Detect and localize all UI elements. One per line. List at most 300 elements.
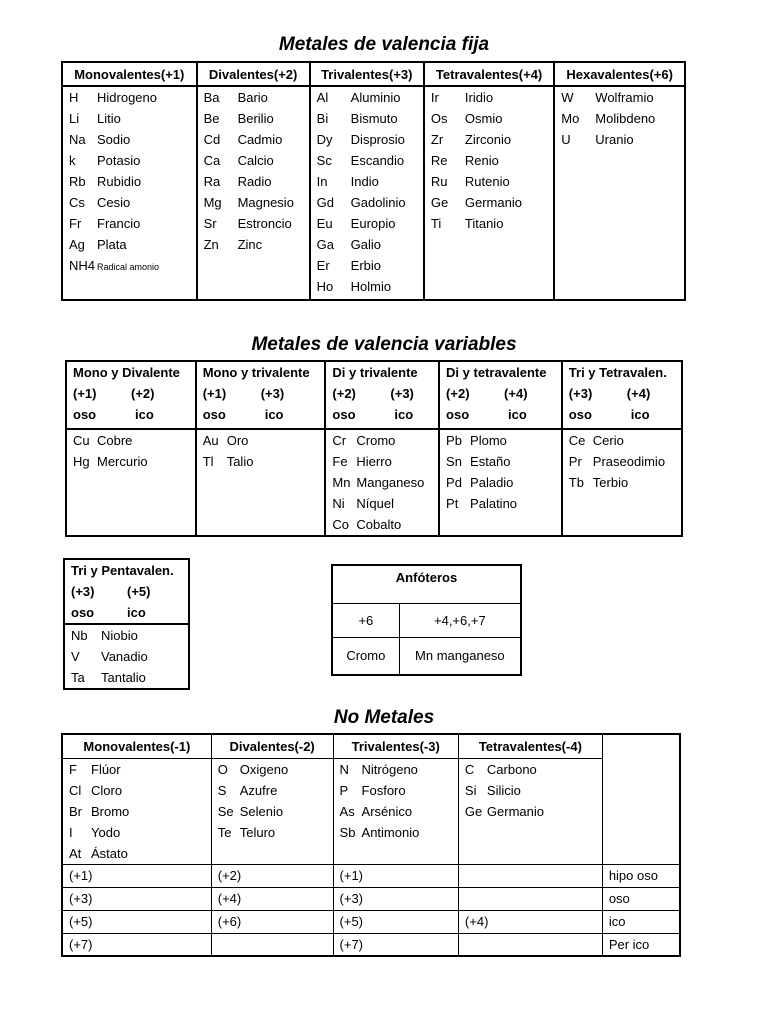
element-entry xyxy=(69,192,190,213)
element-name: Silicio xyxy=(486,782,521,798)
element-name: Plata xyxy=(97,237,127,252)
element-symbol: Ge xyxy=(464,803,483,819)
variable-col-suffixes xyxy=(332,404,432,425)
element-symbol: Rb xyxy=(69,174,86,189)
variable-col-header xyxy=(439,361,562,429)
nometales-cell: (+4) xyxy=(458,910,602,933)
element-name: Uranio xyxy=(595,132,634,147)
element-name: Carbono xyxy=(486,761,537,777)
variable-col-values xyxy=(73,383,189,404)
element-name: Rubidio xyxy=(97,174,142,189)
variable-col-items xyxy=(196,429,326,536)
nometales-cell: (+1) xyxy=(62,864,211,887)
element-symbol: Cl xyxy=(69,782,82,798)
variable-col-title: Mono y Divalente xyxy=(73,365,180,380)
element-entry xyxy=(317,234,417,255)
element-symbol: Re xyxy=(430,153,448,168)
element-symbol: Sn xyxy=(446,454,462,469)
element-entry xyxy=(431,213,547,234)
element-entry xyxy=(446,493,555,514)
nometales-cell: (+5) xyxy=(62,910,211,933)
variable-col-title: Tri y Tetravalen. xyxy=(568,365,667,380)
penta-s1: oso xyxy=(71,605,95,620)
variable-col-suffixes xyxy=(569,404,675,425)
element-symbol: Ti xyxy=(430,216,442,231)
element-entry xyxy=(332,493,432,514)
variable-col-header xyxy=(562,361,682,429)
anfoteros-c1: Cromo xyxy=(332,637,399,675)
element-name: Estroncio xyxy=(237,216,292,231)
element-symbol: Pt xyxy=(446,496,459,511)
element-name: Palatino xyxy=(470,496,518,511)
variable-s1: oso xyxy=(73,407,97,422)
element-symbol: Ce xyxy=(568,433,586,448)
element-name: Cerio xyxy=(592,433,624,448)
element-symbol: Br xyxy=(69,803,82,819)
element-symbol: Zn xyxy=(203,237,219,252)
element-entry xyxy=(203,451,319,472)
variable-col-values xyxy=(332,383,432,404)
variable-v1: (+2) xyxy=(332,386,356,401)
nometales-cell xyxy=(458,864,602,887)
variable-s2: ico xyxy=(508,407,527,422)
penta-s2: ico xyxy=(127,605,146,620)
penta-v1: (+3) xyxy=(71,584,95,599)
element-symbol: Ni xyxy=(332,496,345,511)
penta-header xyxy=(64,559,189,624)
element-name: Arsénico xyxy=(361,803,413,819)
element-name: Mercurio xyxy=(97,454,148,469)
element-name: Niobio xyxy=(101,628,138,643)
variable-s1: oso xyxy=(568,407,592,422)
element-name: Germanio xyxy=(486,803,544,819)
fixed-col-header: Trivalentes(+3) xyxy=(310,62,424,86)
element-entry xyxy=(69,150,190,171)
element-name: Cesio xyxy=(97,195,131,210)
fixed-col-header: Monovalentes(+1) xyxy=(62,62,197,86)
element-name: Hidrogeno xyxy=(97,90,157,105)
element-symbol: F xyxy=(69,761,77,777)
variable-col-suffixes xyxy=(203,404,319,425)
element-name: Praseodimio xyxy=(592,454,666,469)
element-entry xyxy=(431,192,547,213)
element-symbol: Zr xyxy=(430,132,444,147)
element-name: Ástato xyxy=(91,845,128,861)
element-symbol: Tb xyxy=(568,475,584,490)
element-entry xyxy=(317,255,417,276)
variable-v2: (+3) xyxy=(390,386,414,401)
element-symbol: Mn xyxy=(332,475,351,490)
element-entry xyxy=(431,87,547,108)
element-name: Europio xyxy=(350,216,396,231)
fixed-col-items xyxy=(554,86,685,300)
element-name: Talio xyxy=(226,454,254,469)
nometales-table xyxy=(61,733,681,957)
element-symbol: Nb xyxy=(71,628,88,643)
nometales-cell: (+6) xyxy=(211,910,333,933)
element-symbol: Sb xyxy=(339,824,356,840)
element-name: Manganeso xyxy=(356,475,425,490)
fixed-col-items xyxy=(424,86,554,300)
element-symbol: Cu xyxy=(73,433,90,448)
element-name: Titanio xyxy=(464,216,504,231)
element-symbol: Co xyxy=(332,517,350,532)
element-name: Nitrógeno xyxy=(361,761,418,777)
element-name: Germanio xyxy=(464,195,522,210)
element-entry xyxy=(317,129,417,150)
element-name: Holmio xyxy=(350,279,392,294)
element-name: Escandio xyxy=(350,153,405,168)
element-symbol: Cs xyxy=(69,195,85,210)
element-entry xyxy=(71,625,182,646)
anfoteros-table xyxy=(331,564,522,676)
element-symbol: Ru xyxy=(430,174,448,189)
element-name: Plomo xyxy=(470,433,507,448)
element-symbol: Te xyxy=(217,824,232,840)
element-symbol: Au xyxy=(202,433,219,448)
fixed-col-header: Tetravalentes(+4) xyxy=(424,62,554,86)
element-name: Zinc xyxy=(237,237,263,252)
nometales-col-header: Divalentes(-2) xyxy=(211,734,333,758)
element-name: Molibdeno xyxy=(595,111,656,126)
element-name: Flúor xyxy=(91,761,121,777)
element-entry xyxy=(465,759,596,780)
variable-col-suffixes xyxy=(446,404,555,425)
element-name: Cobre xyxy=(97,433,133,448)
element-symbol: Fr xyxy=(69,216,82,231)
variable-col-items xyxy=(562,429,682,536)
element-symbol: In xyxy=(316,174,328,189)
nometales-col-items xyxy=(211,758,333,864)
element-entry xyxy=(340,759,452,780)
element-symbol: W xyxy=(561,90,574,105)
penta-table xyxy=(63,558,190,690)
element-name: Calcio xyxy=(237,153,274,168)
element-entry xyxy=(204,108,303,129)
element-symbol: Bi xyxy=(316,111,329,126)
nometales-cell: Per ico xyxy=(602,933,680,956)
element-entry xyxy=(204,87,303,108)
element-name: Fosforo xyxy=(361,782,406,798)
element-entry xyxy=(203,430,319,451)
element-symbol: Tl xyxy=(202,454,214,469)
variable-col-header xyxy=(325,361,439,429)
element-symbol: Ba xyxy=(203,90,220,105)
element-name: Cadmio xyxy=(237,132,283,147)
element-symbol: Si xyxy=(464,782,477,798)
element-entry xyxy=(340,801,452,822)
element-name: Bismuto xyxy=(350,111,398,126)
element-entry xyxy=(218,822,327,843)
element-entry xyxy=(431,150,547,171)
element-symbol: Sr xyxy=(203,216,217,231)
table-row xyxy=(62,933,680,956)
element-entry xyxy=(204,192,303,213)
element-entry xyxy=(317,171,417,192)
element-entry xyxy=(69,780,205,801)
element-entry xyxy=(71,646,182,667)
nometales-col-header: Trivalentes(-3) xyxy=(333,734,458,758)
nometales-suffix-header xyxy=(602,734,680,864)
element-entry xyxy=(561,87,678,108)
element-entry xyxy=(561,108,678,129)
variable-col-items xyxy=(66,429,196,536)
nometales-title: No Metales xyxy=(333,707,435,728)
element-symbol: Ta xyxy=(71,670,85,685)
element-name: Cromo xyxy=(356,433,396,448)
element-name: Osmio xyxy=(464,111,503,126)
element-name: Paladio xyxy=(470,475,514,490)
element-symbol: Ag xyxy=(69,237,85,252)
nometales-cell xyxy=(458,933,602,956)
element-name: Erbio xyxy=(350,258,382,273)
variable-s2: ico xyxy=(630,407,650,422)
fixed-col-header: Divalentes(+2) xyxy=(197,62,310,86)
variable-s2: ico xyxy=(394,407,414,422)
element-entry xyxy=(340,822,452,843)
element-symbol: Os xyxy=(430,111,448,126)
variable-col-values xyxy=(203,383,319,404)
variable-col-items xyxy=(439,429,562,536)
variable-v1: (+2) xyxy=(446,386,470,401)
element-symbol: V xyxy=(71,649,80,664)
element-entry xyxy=(446,451,555,472)
element-name: Níquel xyxy=(356,496,394,511)
element-name: Gadolinio xyxy=(350,195,406,210)
element-entry xyxy=(69,108,190,129)
element-entry xyxy=(569,451,675,472)
element-entry xyxy=(317,87,417,108)
element-name: Iridio xyxy=(464,90,494,105)
variable-col-header xyxy=(196,361,326,429)
element-symbol: Cd xyxy=(203,132,221,147)
element-entry xyxy=(69,822,205,843)
element-name: Radio xyxy=(237,174,272,189)
element-symbol: k xyxy=(69,153,76,168)
element-name: Cloro xyxy=(91,782,123,798)
nometales-cell: (+2) xyxy=(211,864,333,887)
variable-s2: ico xyxy=(135,407,154,422)
element-entry xyxy=(204,171,303,192)
element-name: Potasio xyxy=(97,153,141,168)
nometales-cell: (+3) xyxy=(62,887,211,910)
variable-col-title: Mono y trivalente xyxy=(202,365,310,380)
element-name: Galio xyxy=(350,237,382,252)
table-row xyxy=(62,887,680,910)
element-entry xyxy=(204,129,303,150)
fixed-title: Metales de valencia fija xyxy=(278,34,490,55)
element-entry xyxy=(332,430,432,451)
element-name: Renio xyxy=(464,153,499,168)
fixed-col-header: Hexavalentes(+6) xyxy=(554,62,685,86)
variable-s2: ico xyxy=(264,407,284,422)
element-symbol: U xyxy=(561,132,571,147)
variable-s1: oso xyxy=(202,407,226,422)
element-symbol: P xyxy=(339,782,349,798)
nometales-col-items xyxy=(458,758,602,864)
element-symbol: H xyxy=(69,90,79,105)
element-name: Cobalto xyxy=(356,517,402,532)
fixed-col-items xyxy=(197,86,310,300)
element-name: Wolframio xyxy=(595,90,654,105)
element-entry xyxy=(317,192,417,213)
element-name: Selenio xyxy=(239,803,284,819)
element-name: Tantalio xyxy=(101,670,146,685)
element-symbol: Ca xyxy=(203,153,221,168)
element-name: Rutenio xyxy=(464,174,510,189)
penta-v2: (+5) xyxy=(127,584,151,599)
table-row xyxy=(62,864,680,887)
variable-valence-table xyxy=(65,360,683,537)
element-entry xyxy=(69,759,205,780)
nometales-cell: (+1) xyxy=(333,864,458,887)
element-symbol: Li xyxy=(69,111,80,126)
penta-items xyxy=(64,624,189,689)
nometales-col-items xyxy=(62,758,211,864)
nometales-cell: (+7) xyxy=(62,933,211,956)
element-symbol: Sc xyxy=(316,153,332,168)
nometales-cell: (+4) xyxy=(211,887,333,910)
element-symbol: I xyxy=(69,824,73,840)
variable-v2: (+4) xyxy=(626,386,651,401)
element-entry xyxy=(332,514,432,535)
element-entry xyxy=(317,276,417,297)
variable-v1: (+3) xyxy=(568,386,593,401)
element-symbol: Ra xyxy=(203,174,221,189)
element-name: Sodio xyxy=(97,132,131,147)
element-symbol: Ga xyxy=(316,237,335,252)
element-entry xyxy=(69,234,190,255)
element-entry xyxy=(69,801,205,822)
element-name: Oxigeno xyxy=(239,761,289,777)
variable-v2: (+2) xyxy=(131,386,155,401)
element-symbol: Na xyxy=(69,132,86,147)
nometales-cell: hipo oso xyxy=(602,864,680,887)
element-entry xyxy=(71,667,182,688)
element-name: Oro xyxy=(226,433,249,448)
table-row xyxy=(62,910,680,933)
element-entry xyxy=(69,129,190,150)
element-name: Indio xyxy=(350,174,379,189)
fixed-valence-table xyxy=(61,61,686,301)
nometales-cell: ico xyxy=(602,910,680,933)
element-name: Teluro xyxy=(239,824,276,840)
element-symbol: Cr xyxy=(332,433,347,448)
element-symbol: C xyxy=(464,761,475,777)
element-name: Antimonio xyxy=(361,824,420,840)
nometales-cell: (+3) xyxy=(333,887,458,910)
element-symbol: As xyxy=(339,803,355,819)
variable-col-suffixes xyxy=(73,404,189,425)
element-symbol: Gd xyxy=(316,195,335,210)
element-entry xyxy=(317,150,417,171)
element-entry xyxy=(340,780,452,801)
element-name: Francio xyxy=(97,216,141,231)
element-name: Disprosio xyxy=(350,132,405,147)
nometales-col-header: Tetravalentes(-4) xyxy=(458,734,602,758)
element-name: Vanadio xyxy=(101,649,148,664)
element-symbol: Pb xyxy=(446,433,462,448)
element-symbol: Pd xyxy=(446,475,462,490)
nometales-cell xyxy=(211,933,333,956)
element-entry xyxy=(69,255,190,276)
element-name: Hierro xyxy=(356,454,392,469)
element-entry xyxy=(218,780,327,801)
element-symbol: S xyxy=(217,782,227,798)
element-symbol: Eu xyxy=(316,216,333,231)
element-symbol: O xyxy=(217,761,228,777)
variable-col-title: Di y trivalente xyxy=(332,365,418,380)
variable-v1: (+1) xyxy=(73,386,97,401)
element-name: Estaño xyxy=(470,454,511,469)
fixed-col-items xyxy=(310,86,424,300)
element-entry xyxy=(218,759,327,780)
penta-title: Tri y Pentavalen. xyxy=(71,563,174,578)
variable-col-header xyxy=(66,361,196,429)
element-name: Magnesio xyxy=(237,195,294,210)
anfoteros-c2: Mn manganeso xyxy=(399,637,521,675)
element-symbol: Ho xyxy=(316,279,334,294)
element-entry xyxy=(561,129,678,150)
nometales-cell: oso xyxy=(602,887,680,910)
element-symbol: NH4 xyxy=(69,258,96,273)
fixed-col-items xyxy=(62,86,197,300)
element-name: Zirconio xyxy=(464,132,512,147)
element-symbol: N xyxy=(339,761,349,777)
variable-s1: oso xyxy=(332,407,356,422)
element-name: Radical amonio xyxy=(97,262,160,272)
variable-col-values xyxy=(569,383,675,404)
element-entry xyxy=(431,171,547,192)
element-symbol: Fe xyxy=(332,454,348,469)
anfoteros-h1: +6 xyxy=(332,603,399,637)
element-symbol: Dy xyxy=(316,132,333,147)
element-name: Terbio xyxy=(592,475,629,490)
element-entry xyxy=(332,472,432,493)
element-entry xyxy=(332,451,432,472)
variable-col-items xyxy=(325,429,439,536)
element-entry xyxy=(465,780,596,801)
variable-v2: (+4) xyxy=(504,386,528,401)
nometales-col-items xyxy=(333,758,458,864)
element-entry xyxy=(73,451,189,472)
element-entry xyxy=(317,108,417,129)
element-name: Bromo xyxy=(91,803,130,819)
penta-values xyxy=(71,581,182,602)
element-entry xyxy=(446,472,555,493)
penta-suffixes xyxy=(71,602,182,623)
element-entry xyxy=(218,801,327,822)
element-entry xyxy=(204,213,303,234)
element-entry xyxy=(569,472,675,493)
nometales-cell: (+5) xyxy=(333,910,458,933)
element-name: Azufre xyxy=(239,782,278,798)
element-symbol: Al xyxy=(316,90,329,105)
nometales-col-header: Monovalentes(-1) xyxy=(62,734,211,758)
element-symbol: Hg xyxy=(73,454,90,469)
element-symbol: Pr xyxy=(568,454,582,469)
element-entry xyxy=(465,801,596,822)
element-symbol: Er xyxy=(316,258,330,273)
element-entry xyxy=(69,843,205,864)
element-entry xyxy=(69,213,190,234)
nometales-cell xyxy=(458,887,602,910)
element-entry xyxy=(431,129,547,150)
variable-v1: (+1) xyxy=(202,386,227,401)
variable-col-title: Di y tetravalente xyxy=(446,365,547,380)
element-name: Aluminio xyxy=(350,90,401,105)
variable-col-values xyxy=(446,383,555,404)
